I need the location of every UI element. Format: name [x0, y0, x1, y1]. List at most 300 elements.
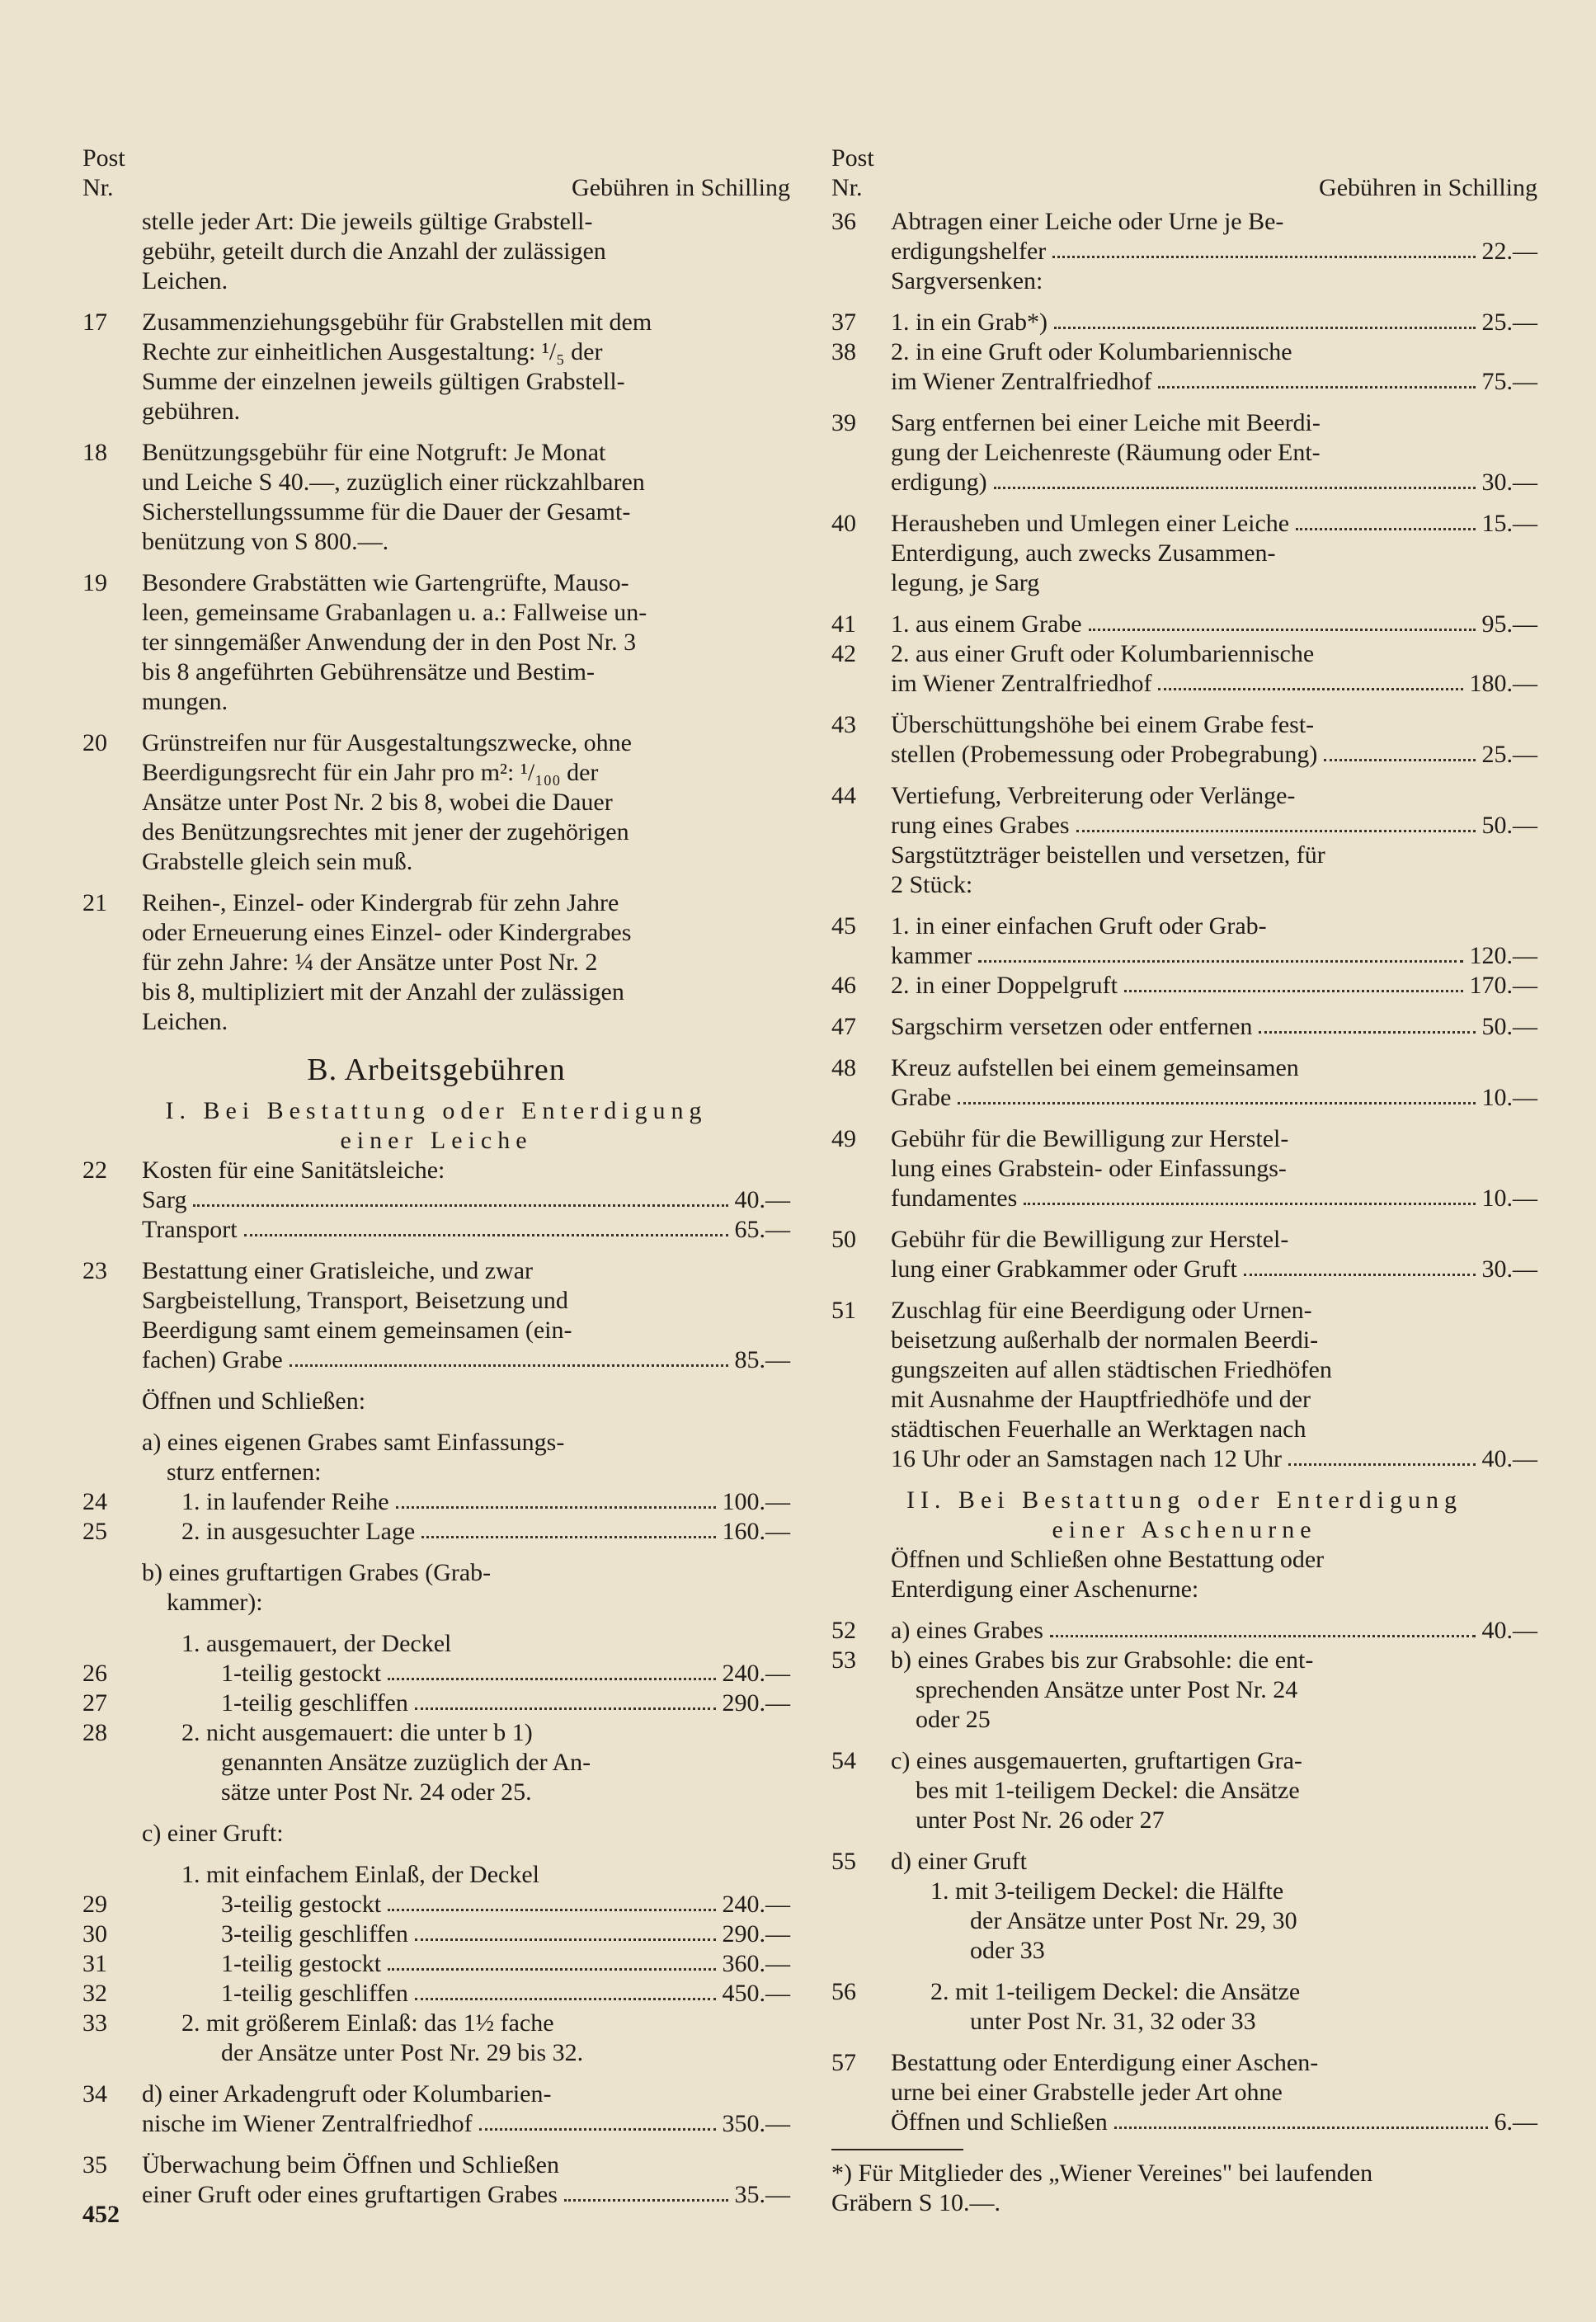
entry-text: Benützungsgebühr für eine Notgruft: Je Monat	[142, 439, 606, 466]
post-label: Post	[831, 144, 874, 172]
post-number: 35	[82, 2151, 107, 2178]
post-number	[831, 2108, 891, 2137]
post-number	[82, 1007, 142, 1037]
entry-text: sturz entfernen:	[142, 1458, 322, 1486]
fee-amount: 22.—	[1481, 238, 1537, 265]
dot-leader	[1114, 2108, 1488, 2129]
entry-line	[831, 1326, 1537, 1355]
spacer	[82, 1375, 790, 1387]
fee-description: 2. in einer Doppelgruft	[891, 972, 1118, 999]
entry-line	[82, 1689, 790, 1718]
spacer	[831, 1284, 1537, 1296]
post-number	[831, 841, 891, 870]
entry-line	[831, 639, 1537, 669]
entry-text: Überschüttungshöhe bei einem Grabe fest-	[891, 711, 1315, 738]
post-number: 34	[82, 2080, 107, 2108]
footnote	[831, 2159, 1537, 2218]
dot-leader	[1124, 971, 1463, 992]
entry-line	[82, 1156, 790, 1185]
entry-line	[831, 1355, 1537, 1385]
dot-leader	[1024, 1184, 1475, 1205]
post-number: 49	[831, 1125, 856, 1152]
entry-text: 1. ausgemauert, der Deckel	[181, 1630, 452, 1657]
entry-text: c) einer Gruft:	[142, 1820, 284, 1847]
dot-leader	[421, 1517, 715, 1538]
post-number: 45	[831, 912, 856, 940]
entry-line	[82, 1286, 790, 1316]
entry-line	[82, 948, 790, 977]
post-number	[831, 1675, 891, 1705]
fee-line	[142, 1979, 790, 2009]
entry-text: 2. in eine Gruft oder Kolumbariennische	[891, 338, 1292, 365]
fee-description: lung einer Grabkammer oder Gruft	[891, 1255, 1237, 1283]
entry-text: genannten Ansätze zuzüglich der An-	[221, 1749, 591, 1776]
entry-line	[831, 1646, 1537, 1675]
fee-line	[142, 1345, 790, 1375]
fee-line	[891, 941, 1537, 971]
post-number	[831, 1545, 891, 1575]
entry-line	[82, 1487, 790, 1517]
dot-leader	[958, 1083, 1475, 1104]
post-number	[82, 337, 142, 367]
entry-text: 1. mit einfachem Einlaß, der Deckel	[181, 1861, 539, 1888]
entry-line	[831, 509, 1537, 539]
spacer	[831, 1113, 1537, 1124]
post-number	[831, 870, 891, 900]
entry-text: Kreuz aufstellen bei einem gemeinsamen	[891, 1054, 1299, 1081]
entry-line	[831, 1616, 1537, 1646]
entry-line	[831, 1877, 1537, 1906]
entry-line	[831, 1906, 1537, 1936]
entry-text: 2. nicht ausgemauert: die unter b 1)	[181, 1719, 533, 1746]
spacer	[831, 2037, 1537, 2048]
entry-text: oder Erneuerung eines Einzel- oder Kindergrabes	[142, 919, 632, 946]
entry-line	[82, 1778, 790, 1807]
post-number	[82, 1778, 142, 1807]
entry-line	[831, 811, 1537, 841]
dot-leader	[978, 941, 1462, 963]
entry-line	[831, 1385, 1537, 1415]
entry-line	[831, 1977, 1537, 2007]
entry-line	[82, 817, 790, 847]
entry-line	[82, 1185, 790, 1215]
post-number	[831, 1936, 891, 1966]
post-number	[82, 1588, 142, 1618]
entry-line	[82, 2150, 790, 2180]
post-number	[82, 497, 142, 527]
fees-label: Gebühren in Schilling	[572, 174, 790, 201]
post-number: 42	[831, 640, 856, 667]
post-number	[831, 237, 891, 266]
entry-line	[82, 1819, 790, 1849]
fee-line	[891, 1444, 1537, 1474]
post-number: 36	[831, 208, 856, 235]
entry-line	[82, 1718, 790, 1748]
fee-amount: 160.—	[722, 1518, 790, 1545]
dot-leader	[1296, 509, 1475, 530]
fee-line	[142, 1517, 790, 1547]
entry-line	[82, 497, 790, 527]
post-number	[82, 918, 142, 948]
post-number: 47	[831, 1013, 856, 1040]
dot-leader	[1050, 1616, 1476, 1637]
entry-line	[831, 1444, 1537, 1474]
post-number	[831, 1575, 891, 1604]
entry-line	[82, 847, 790, 877]
post-number	[82, 628, 142, 657]
entry-line	[82, 1979, 790, 2009]
post-number: 37	[831, 309, 856, 336]
entry-text: beisetzung außerhalb der normalen Beerdi-	[891, 1326, 1319, 1354]
entry-line	[831, 367, 1537, 397]
entry-line	[831, 1225, 1537, 1255]
footnote-line: Gräbern S 10.—.	[831, 2189, 1000, 2216]
spacer	[82, 1547, 790, 1558]
fee-line	[891, 1616, 1537, 1646]
fee-amount: 15.—	[1481, 510, 1537, 537]
spacer	[82, 1416, 790, 1428]
entry-line	[82, 397, 790, 426]
fee-line	[142, 1215, 790, 1245]
entry-text: urne bei einer Grabstelle jeder Art ohne	[891, 2079, 1283, 2106]
fee-line	[891, 509, 1537, 539]
post-number	[831, 1154, 891, 1184]
post-number: 23	[82, 1257, 107, 1284]
entry-text: 2. aus einer Gruft oder Kolumbariennische	[891, 640, 1315, 667]
fee-description: 1-teilig geschliffen	[221, 1980, 408, 2007]
entry-text: Leichen.	[142, 267, 228, 294]
fee-description: fundamentes	[891, 1185, 1018, 1212]
post-number	[831, 539, 891, 568]
post-number: 24	[82, 1488, 107, 1515]
fee-description: 1. in ein Grab*)	[891, 309, 1048, 336]
entry-line	[82, 1588, 790, 1618]
footnote-rule	[831, 2149, 963, 2150]
entry-text: gebühr, geteilt durch die Anzahl der zulässigen	[142, 238, 606, 265]
entry-text: Öffnen und Schließen ohne Bestattung oder	[891, 1546, 1325, 1573]
fee-line	[891, 971, 1537, 1001]
post-number	[831, 811, 891, 841]
entry-text: bis 8 angeführten Gebührensätze und Bestim-	[142, 658, 596, 685]
entry-text: Öffnen und Schließen:	[142, 1387, 366, 1415]
entry-line	[831, 1255, 1537, 1284]
post-number	[831, 266, 891, 296]
spacer	[831, 1042, 1537, 1053]
entry-text: Gebühr für die Bewilligung zur Herstel-	[891, 1226, 1289, 1253]
fee-line	[142, 1890, 790, 1919]
post-number: 38	[831, 338, 856, 365]
entry-line	[82, 788, 790, 817]
dot-leader	[193, 1185, 727, 1207]
entry-text: Vertiefung, Verbreiterung oder Verlänge-	[891, 782, 1296, 809]
entry-line	[82, 1428, 790, 1458]
right-column	[831, 144, 1537, 2218]
entry-line	[831, 1746, 1537, 1776]
entry-line	[82, 918, 790, 948]
fee-amount: 450.—	[722, 1980, 790, 2007]
entry-line	[831, 1053, 1537, 1083]
post-number	[82, 817, 142, 847]
dot-leader	[1324, 740, 1475, 761]
entry-line	[831, 468, 1537, 497]
post-number	[831, 1705, 891, 1735]
entry-line	[831, 568, 1537, 598]
post-number: 20	[82, 729, 107, 756]
spacer	[831, 296, 1537, 308]
entry-line	[831, 1184, 1537, 1213]
post-number: 17	[82, 309, 107, 336]
post-number	[82, 948, 142, 977]
fee-line	[142, 1949, 790, 1979]
fee-amount: 290.—	[722, 1689, 790, 1717]
entry-text: legung, je Sarg	[891, 569, 1040, 596]
post-number: 26	[82, 1660, 107, 1687]
entry-line	[82, 1316, 790, 1345]
post-number	[831, 2007, 891, 2037]
fee-description: 3-teilig geschliffen	[221, 1920, 408, 1948]
entry-line	[831, 971, 1537, 1001]
fee-amount: 25.—	[1481, 741, 1537, 768]
entry-line	[831, 438, 1537, 468]
entry-line	[831, 1012, 1537, 1042]
post-number	[831, 1326, 891, 1355]
entry-line	[831, 941, 1537, 971]
fee-amount: 40.—	[1481, 1445, 1537, 1472]
spacer	[82, 1807, 790, 1819]
post-number	[82, 468, 142, 497]
nr-label: Nr.	[82, 174, 114, 201]
entry-line	[82, 1345, 790, 1375]
entry-line	[831, 1776, 1537, 1806]
entry-line	[82, 1860, 790, 1890]
post-number: 41	[831, 610, 856, 638]
fee-amount: 85.—	[734, 1346, 790, 1373]
entry-line	[831, 207, 1537, 237]
post-number: 33	[82, 2009, 107, 2037]
spacer	[831, 1213, 1537, 1225]
post-number	[82, 1458, 142, 1487]
entry-line	[831, 1154, 1537, 1184]
entry-line	[82, 1890, 790, 1919]
spacer	[831, 497, 1537, 509]
entry-text: Enterdigung, auch zwecks Zusammen-	[891, 539, 1276, 567]
entry-text: Sargversenken:	[891, 267, 1043, 294]
spacer	[831, 900, 1537, 911]
subsection-heading: I. Bei Bestattung oder Enterdigung	[165, 1097, 708, 1124]
entry-text: und Leiche S 40.—, zuzüglich einer rückzahlbaren	[142, 469, 645, 496]
post-number	[831, 941, 891, 971]
dot-leader	[479, 2109, 716, 2131]
entry-text: Kosten für eine Sanitätsleiche:	[142, 1156, 445, 1184]
fee-amount: 100.—	[722, 1488, 790, 1515]
entry-text: Sargbeistellung, Transport, Beisetzung und	[142, 1287, 568, 1314]
post-number	[82, 1629, 142, 1659]
post-number	[82, 977, 142, 1007]
post-number: 31	[82, 1950, 107, 1977]
entry-line	[82, 628, 790, 657]
entry-text: Ansätze unter Post Nr. 2 bis 8, wobei die Dauer	[142, 789, 613, 816]
post-number: 29	[82, 1891, 107, 1918]
left-entries	[82, 207, 790, 2210]
entry-text: Zuschlag für eine Beerdigung oder Urnen-	[891, 1297, 1312, 1324]
entry-text: bis 8, multipliziert mit der Anzahl der zulässigen	[142, 978, 624, 1006]
entry-line	[82, 367, 790, 397]
entry-text: d) einer Gruft	[891, 1848, 1027, 1875]
post-number	[82, 527, 142, 557]
spacer	[831, 770, 1537, 781]
fee-line	[891, 1083, 1537, 1113]
entry-text: kammer):	[142, 1589, 263, 1616]
entry-line	[831, 1415, 1537, 1444]
right-column-header	[831, 144, 1537, 207]
post-number: 28	[82, 1719, 107, 1746]
fee-description: 1-teilig gestockt	[221, 1950, 382, 1977]
spacer	[831, 1474, 1537, 1486]
fee-line	[142, 1689, 790, 1718]
post-number: 50	[831, 1226, 856, 1253]
fee-amount: 25.—	[1481, 309, 1537, 336]
entry-line	[82, 2109, 790, 2139]
fee-line	[891, 367, 1537, 397]
entry-line	[82, 1919, 790, 1949]
subsection-heading: einer Leiche	[340, 1127, 533, 1154]
entry-line	[831, 1936, 1537, 1966]
spacer	[82, 877, 790, 888]
spacer	[82, 717, 790, 728]
spacer	[82, 2139, 790, 2150]
entry-text: Sarg entfernen bei einer Leiche mit Beerdi-	[891, 409, 1321, 436]
entry-text: Überwachung beim Öffnen und Schließen	[142, 2151, 559, 2178]
spacer	[831, 699, 1537, 710]
entry-line	[831, 1806, 1537, 1835]
fee-amount: 40.—	[1481, 1617, 1537, 1644]
entry-text: Besondere Grabstätten wie Gartengrüfte, Mauso-	[142, 569, 629, 596]
post-number	[82, 237, 142, 266]
fees-label: Gebühren in Schilling	[1319, 174, 1537, 201]
entry-text: Sargstützträger beistellen und versetzen, für	[891, 841, 1325, 869]
entry-text: für zehn Jahre: ¼ der Ansätze unter Post Nr. 2	[142, 949, 598, 976]
post-number: 39	[831, 409, 856, 436]
dot-leader	[994, 468, 1476, 489]
post-number: 18	[82, 439, 107, 466]
spacer	[831, 1604, 1537, 1616]
entry-line	[82, 1949, 790, 1979]
post-number	[831, 568, 891, 598]
spacer	[82, 296, 790, 308]
fee-amount: 30.—	[1481, 469, 1537, 496]
entry-line	[82, 207, 790, 237]
dot-leader	[396, 1487, 716, 1509]
entry-text: Beerdigung samt einem gemeinsamen (ein-	[142, 1316, 572, 1344]
fee-amount: 35.—	[734, 2181, 790, 2208]
post-number	[82, 1860, 142, 1890]
right-entries	[831, 207, 1537, 2137]
fee-amount: 10.—	[1481, 1185, 1537, 1212]
dot-leader	[1089, 610, 1476, 631]
entry-text: c) eines ausgemauerten, gruftartigen Gra-	[891, 1747, 1302, 1774]
post-number	[831, 740, 891, 770]
post-number: 19	[82, 569, 107, 596]
fee-line	[891, 811, 1537, 841]
entry-text: b) eines Grabes bis zur Grabsohle: die ent-	[891, 1646, 1314, 1674]
entry-line	[82, 888, 790, 918]
post-number: 30	[82, 1920, 107, 1948]
dot-leader	[244, 1215, 728, 1236]
page-number: 452	[82, 2201, 120, 2228]
fee-description: kammer	[891, 942, 972, 969]
post-number: 21	[82, 889, 107, 916]
fee-description: Sarg	[142, 1186, 187, 1213]
fee-description: einer Gruft oder eines gruftartigen Grabes	[142, 2181, 558, 2208]
spacer	[82, 1245, 790, 1256]
entry-text: 1. mit 3-teiligem Deckel: die Hälfte	[930, 1877, 1284, 1905]
fee-amount: 30.—	[1481, 1255, 1537, 1283]
post-number	[831, 1776, 891, 1806]
post-number: 51	[831, 1297, 856, 1324]
fee-line	[142, 1185, 790, 1215]
fee-description: rung eines Grabes	[891, 812, 1070, 839]
entry-line	[82, 2079, 790, 2109]
entry-line	[831, 911, 1537, 941]
dot-leader	[415, 1919, 716, 1941]
post-number	[82, 758, 142, 788]
post-number	[82, 1748, 142, 1778]
entry-line	[831, 710, 1537, 740]
post-number	[82, 367, 142, 397]
fee-description: Grabe	[891, 1084, 952, 1111]
entry-text: der Ansätze unter Post Nr. 29, 30	[970, 1907, 1297, 1934]
post-number	[831, 1355, 891, 1385]
post-number: 48	[831, 1054, 856, 1081]
entry-text: a) eines eigenen Grabes samt Einfassungs-	[142, 1429, 565, 1456]
fee-description: im Wiener Zentralfriedhof	[891, 368, 1152, 395]
entry-text: 2 Stück:	[891, 871, 973, 898]
dot-leader	[564, 2180, 728, 2202]
fee-description: 1-teilig geschliffen	[221, 1689, 408, 1717]
entry-text: benützung von S 800.—.	[142, 528, 389, 555]
post-number	[82, 2038, 142, 2068]
entry-line	[82, 308, 790, 337]
entry-line	[831, 1124, 1537, 1154]
fee-amount: 350.—	[722, 2110, 790, 2137]
entry-text: der Ansätze unter Post Nr. 29 bis 32.	[221, 2039, 584, 2066]
post-number	[82, 1286, 142, 1316]
entry-text: sätze unter Post Nr. 24 oder 25.	[221, 1778, 532, 1806]
spacer	[831, 1001, 1537, 1012]
dot-leader	[1244, 1255, 1476, 1276]
post-number	[82, 598, 142, 628]
entry-text: Rechte zur einheitlichen Ausgestaltung: ¹/₅ der	[142, 338, 603, 365]
spacer	[82, 426, 790, 438]
post-number	[82, 1316, 142, 1345]
subsection-heading: II. Bei Bestattung oder Enterdigung	[906, 1486, 1463, 1514]
entry-text: Sicherstellungssumme für die Dauer der Gesamt-	[142, 498, 631, 525]
entry-line	[82, 266, 790, 296]
dot-leader	[415, 1979, 716, 2000]
post-number	[82, 1185, 142, 1215]
post-number: 56	[831, 1978, 856, 2005]
entry-text: des Benützungsrechtes mit jener der zugehörigen	[142, 818, 629, 845]
entry-line	[82, 977, 790, 1007]
entry-line	[831, 1545, 1537, 1575]
entry-text: oder 25	[891, 1706, 991, 1733]
entry-line	[82, 2180, 790, 2210]
entry-text: 1. in einer einfachen Gruft oder Grab-	[891, 912, 1267, 940]
entry-line	[831, 1847, 1537, 1877]
entry-line	[831, 1083, 1537, 1113]
post-number: 57	[831, 2049, 856, 2076]
entry-text: mit Ausnahme der Hauptfriedhöfe und der	[891, 1386, 1311, 1413]
